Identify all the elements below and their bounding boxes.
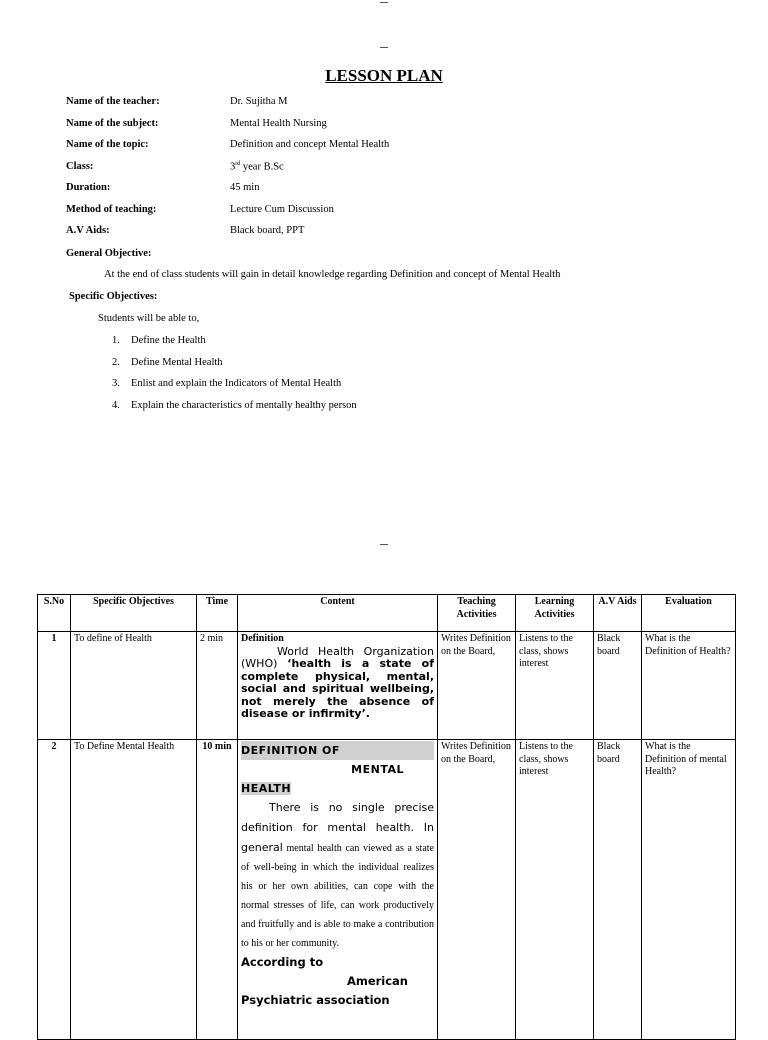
- cell-content: [238, 740, 438, 1040]
- info-label: Class:: [66, 161, 94, 172]
- cell-teaching: Writes Definition on the Board,: [438, 632, 516, 740]
- list-item: 4. Explain the characteristics of mentally healthy person: [112, 400, 357, 412]
- page-break-mark: [380, 544, 388, 545]
- mental-health-heading: DEFINITION OF MENTAL HEALTH: [241, 741, 434, 798]
- info-value: 3rd year B.Sc: [230, 161, 284, 173]
- apa-heading: According to American Psychiatric association: [241, 955, 408, 1007]
- list-item: 2. Define Mental Health: [112, 356, 223, 368]
- header-content: Content: [238, 595, 438, 632]
- info-label: Method of teaching:: [66, 204, 157, 215]
- table-row: [38, 632, 736, 740]
- header-learning-activities: Learning Activities: [516, 595, 594, 632]
- cell-learning: Listens to the class, shows interest: [516, 632, 594, 740]
- list-item: 3. Enlist and explain the Indicators of Mental Health: [112, 378, 342, 390]
- cell-time: 10 min: [197, 740, 238, 1040]
- list-item: 1. Define the Health: [112, 335, 206, 346]
- table-row: [38, 740, 736, 1040]
- mental-health-definition: There is no single precise definition for mental health. In general mental health can viewed as a state of well-being in which the individual realizes his or her own abilities, can cope with the normal stresses of life, can work productively and fruitfully and is able to make a contribution to his or her community.: [241, 801, 434, 949]
- header-sno: S.No: [38, 595, 71, 632]
- cell-learning: Listens to the class, shows interest: [516, 740, 594, 1040]
- who-lead: World Health Organization (WHO): [241, 644, 434, 670]
- cell-teaching: Writes Definition on the Board,: [438, 740, 516, 1040]
- specific-objectives-intro: Students will be able to,: [98, 313, 200, 324]
- info-label: Name of the teacher:: [66, 96, 160, 107]
- who-definition: [241, 646, 434, 721]
- header-av-aids: A.V Aids: [594, 595, 642, 632]
- info-label: Name of the subject:: [66, 118, 159, 129]
- general-objective-label: General Objective:: [66, 248, 152, 259]
- header-time: Time: [197, 595, 238, 632]
- info-value: 45 min: [230, 182, 260, 193]
- info-label: Name of the topic:: [66, 139, 149, 150]
- info-value: Definition and concept Mental Health: [230, 139, 390, 150]
- header-evaluation: Evaluation: [642, 595, 736, 632]
- info-label: A.V Aids:: [66, 225, 110, 236]
- page-title: LESSON PLAN: [325, 66, 443, 85]
- info-label: Duration:: [66, 182, 111, 193]
- cell-evaluation: What is the Definition of Health?: [642, 632, 736, 740]
- specific-objectives-list: [112, 335, 357, 422]
- header-mark: [380, 47, 388, 48]
- info-value: Black board, PPT: [230, 225, 305, 236]
- header-specific-objectives: Specific Objectives: [71, 595, 197, 632]
- specific-objectives-label: Specific Objectives:: [69, 291, 158, 302]
- info-value: Dr. Sujitha M: [230, 96, 288, 107]
- cell-content: [238, 632, 438, 740]
- page-top-mark: [380, 2, 388, 3]
- who-quote: ‘health is a state of complete physical, mental, social and spiritual wellbeing, not merely the absence of disease or infirmity’.: [241, 657, 434, 720]
- cell-sno: 1: [38, 632, 71, 740]
- content-heading: Definition: [241, 633, 284, 644]
- info-value: Lecture Cum Discussion: [230, 204, 334, 215]
- cell-objective: To Define Mental Health: [71, 740, 197, 1040]
- cell-time: 2 min: [197, 632, 238, 740]
- general-objective-text: At the end of class students will gain in detail knowledge regarding Definition and concept of Mental Health: [104, 269, 561, 280]
- info-value: Mental Health Nursing: [230, 118, 327, 129]
- cell-sno: 2: [38, 740, 71, 1040]
- table-header-row: [38, 595, 736, 632]
- lesson-plan-table: [37, 594, 736, 1040]
- cell-objective: To define of Health: [71, 632, 197, 740]
- cell-aids: Black board: [594, 740, 642, 1040]
- header-teaching-activities: Teaching Activities: [438, 595, 516, 632]
- cell-aids: Black board: [594, 632, 642, 740]
- cell-evaluation: What is the Definition of mental Health?: [642, 740, 736, 1040]
